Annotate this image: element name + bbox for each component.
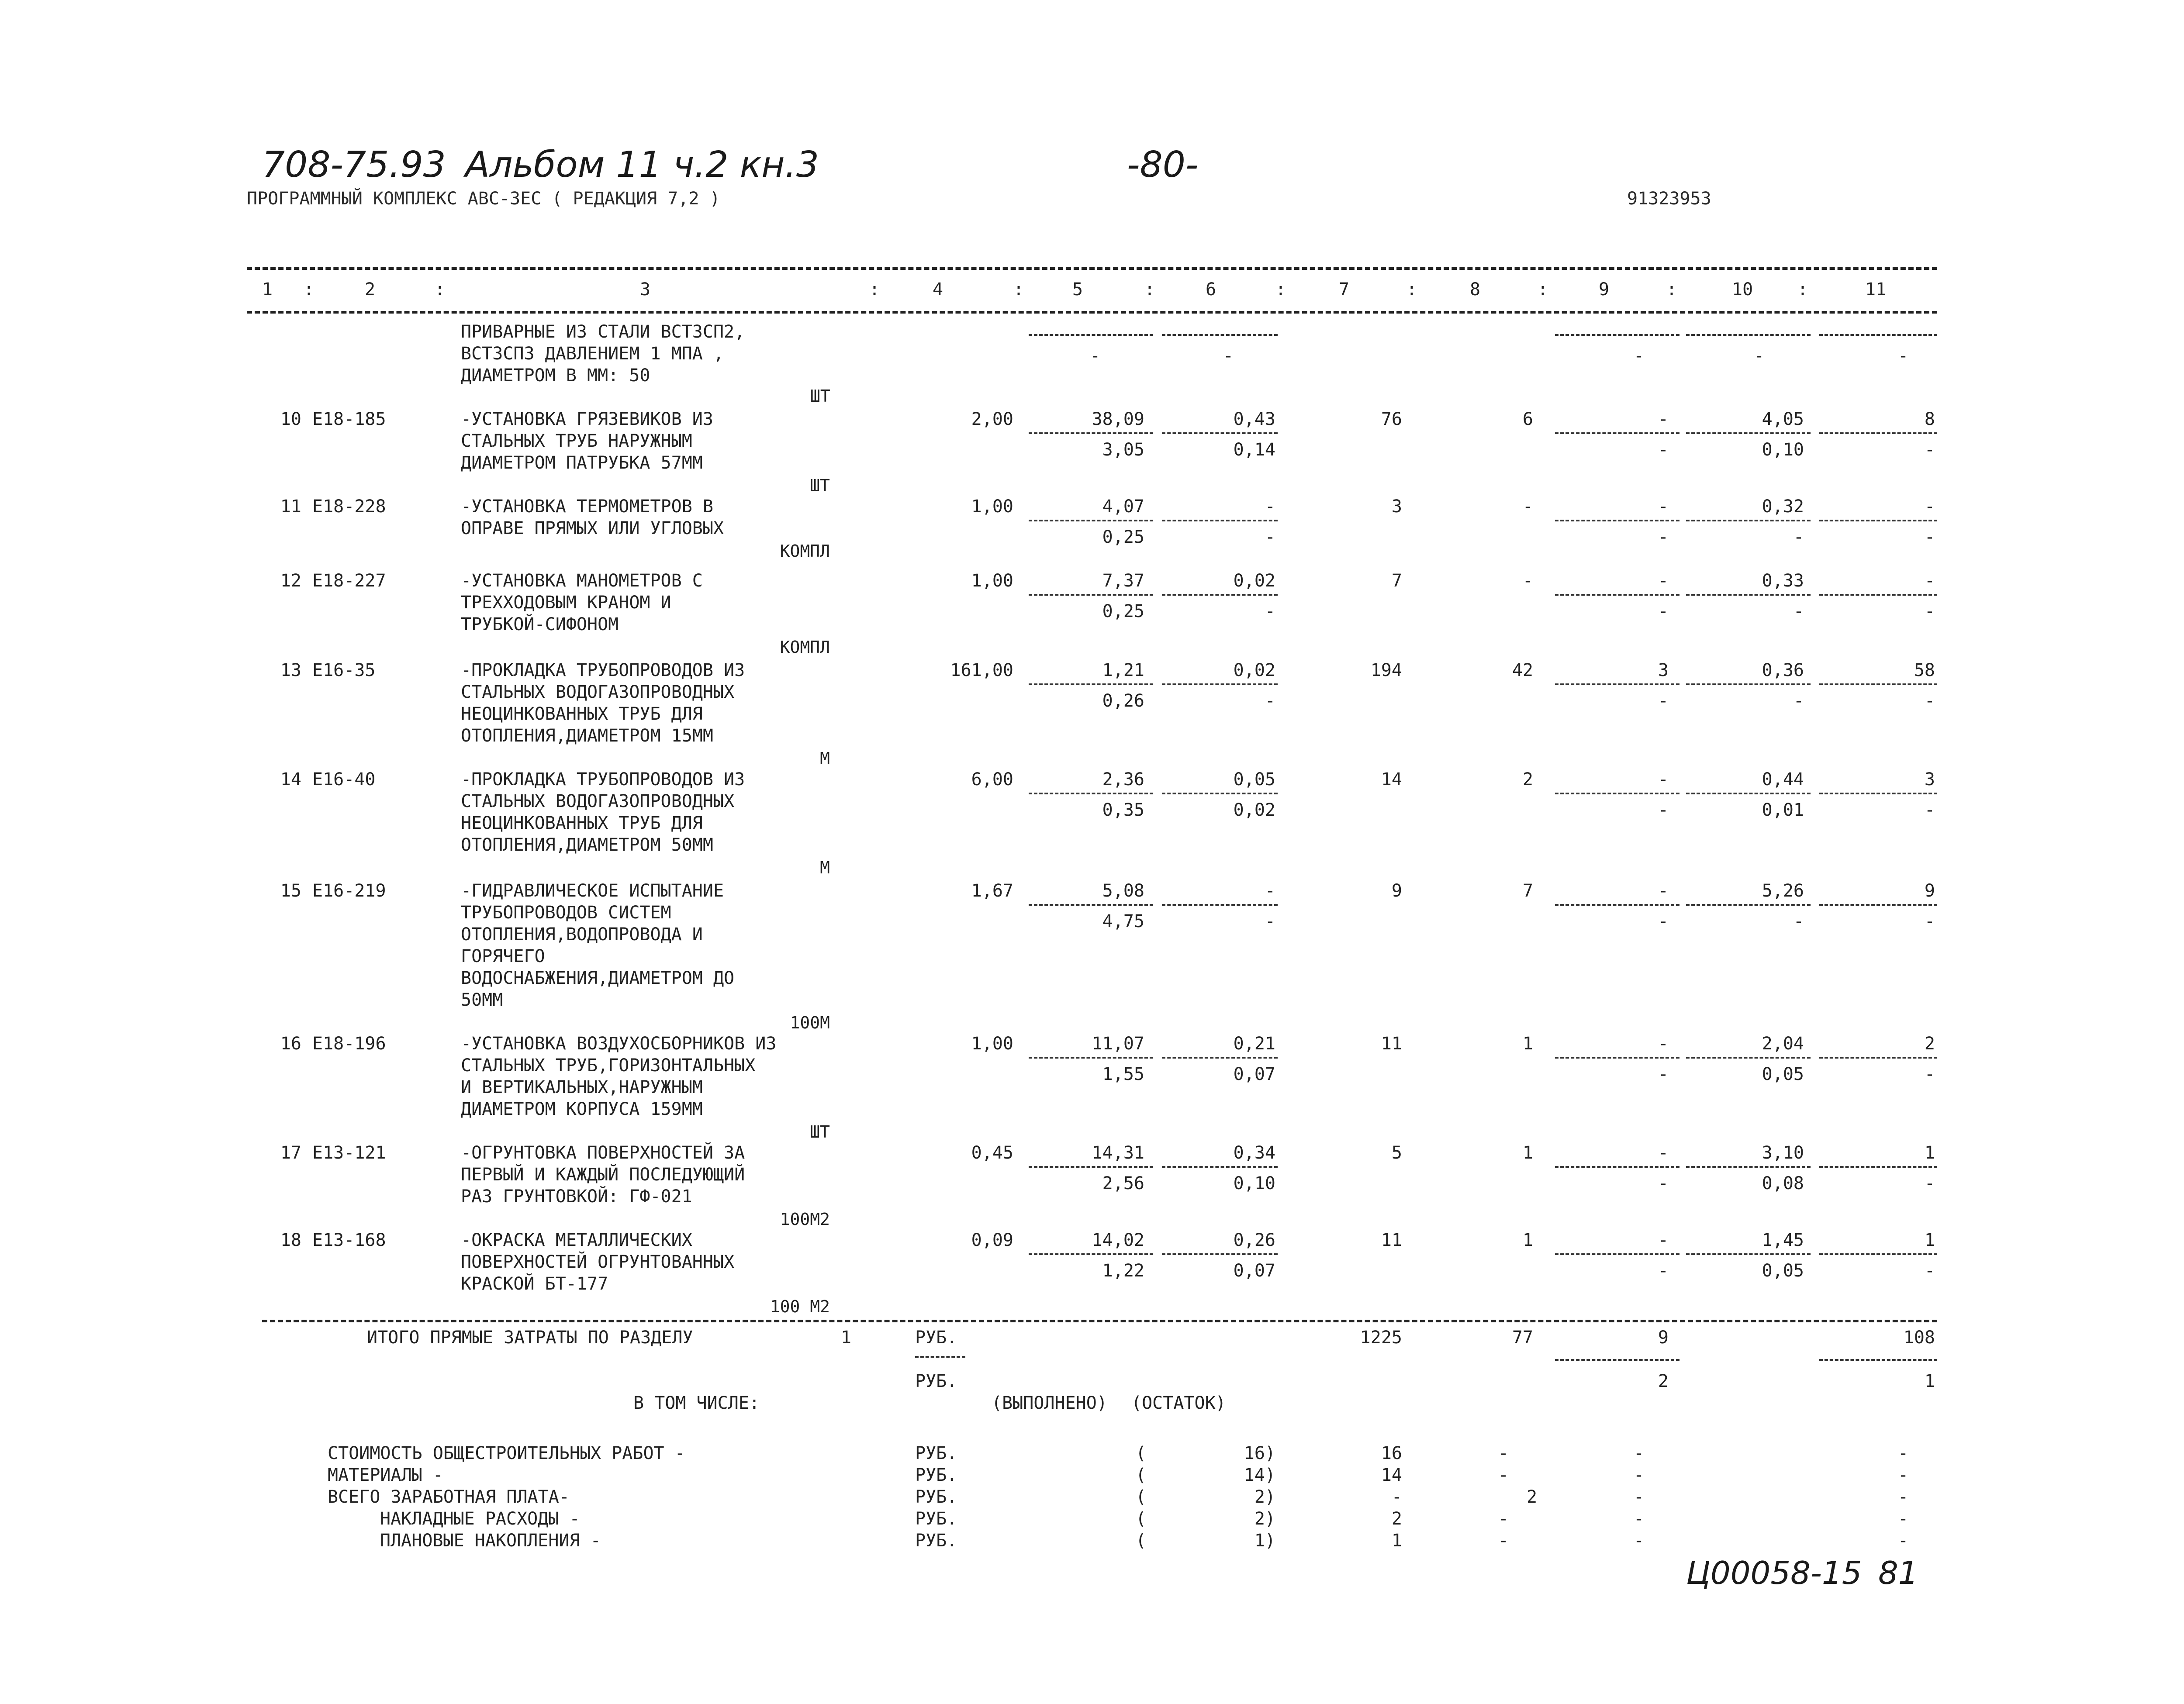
column-header-10: 10 [1732, 279, 1753, 300]
machine-cost: 0,26 [1233, 1230, 1275, 1250]
total-cost: 11 [1381, 1230, 1402, 1250]
col10: 2,04 [1762, 1034, 1804, 1054]
totals-col9: 9 [1658, 1328, 1669, 1348]
measure-unit: 100М2 [780, 1210, 830, 1229]
breakdown-currency: РУБ. [915, 1509, 957, 1529]
breakdown-col8: - [1498, 1465, 1509, 1485]
col10-labor: 0,05 [1762, 1064, 1804, 1084]
col10-labor: 0,05 [1762, 1261, 1804, 1281]
column-header-6: 6 [1206, 279, 1216, 300]
col9-labor: - [1658, 1173, 1669, 1193]
col11-labor: - [1924, 601, 1935, 621]
machine-cost-labor: 0,14 [1233, 440, 1275, 460]
unit-cost-labor: 0,25 [1102, 601, 1144, 621]
col11: 1 [1924, 1143, 1935, 1163]
col11: - [1924, 497, 1935, 517]
quantity: 1,00 [971, 571, 1013, 591]
quantity: 0,09 [971, 1230, 1013, 1250]
totals-top-rule [262, 1320, 1937, 1322]
col11: 3 [1924, 769, 1935, 790]
breakdown-col8: - [1498, 1443, 1509, 1463]
quantity: 0,45 [971, 1143, 1013, 1163]
breakdown-col11: - [1898, 1465, 1909, 1485]
totals-col9-b: 2 [1658, 1371, 1669, 1391]
col9: - [1658, 571, 1669, 591]
col9: 3 [1658, 660, 1669, 680]
breakdown-currency: РУБ. [915, 1487, 957, 1507]
col10: 3,10 [1762, 1143, 1804, 1163]
col10: 0,44 [1762, 769, 1804, 790]
album-title: Альбом 11 ч.2 кн.3 [465, 144, 819, 186]
total-cost: 76 [1381, 409, 1402, 429]
header-top-rule [247, 267, 1937, 270]
row-number: 15 [280, 881, 301, 901]
unit-cost: 2,36 [1102, 769, 1144, 790]
breakdown-label: СТОИМОСТЬ ОБЩЕСТРОИТЕЛЬНЫХ РАБОТ - [328, 1443, 685, 1463]
total-machine: 1 [1522, 1034, 1533, 1054]
row-number: 16 [280, 1034, 301, 1054]
col9-labor: - [1658, 1064, 1669, 1084]
total-machine: 42 [1512, 660, 1533, 680]
column-header-2: 2 [365, 279, 376, 300]
totals-col7: 1225 [1360, 1328, 1402, 1348]
col11-labor: - [1924, 911, 1935, 931]
row-number: 11 [280, 497, 301, 517]
unit-cost: 1,21 [1102, 660, 1144, 680]
total-machine: 1 [1522, 1230, 1533, 1250]
col10-labor: - [1793, 527, 1804, 547]
col9-labor: - [1658, 440, 1669, 460]
breakdown-col7: 2 [1391, 1509, 1402, 1529]
breakdown-col9: - [1634, 1487, 1645, 1507]
row-number: 12 [280, 571, 301, 591]
col10: 1,45 [1762, 1230, 1804, 1250]
col10: 5,26 [1762, 881, 1804, 901]
row-number: 18 [280, 1230, 301, 1250]
measure-unit: ШТ [810, 1122, 830, 1142]
col9: - [1658, 881, 1669, 901]
measure-unit: М [820, 749, 830, 768]
breakdown-label: МАТЕРИАЛЫ - [328, 1465, 443, 1485]
done-label: (ВЫПОЛНЕНО) [992, 1393, 1107, 1413]
continuation-unit: ШТ [810, 386, 830, 406]
total-machine: 7 [1522, 881, 1533, 901]
machine-cost: 0,21 [1233, 1034, 1275, 1054]
column-header-7: 7 [1339, 279, 1350, 300]
total-machine: - [1522, 571, 1533, 591]
unit-cost: 14,02 [1092, 1230, 1144, 1250]
total-cost: 3 [1391, 497, 1402, 517]
breakdown-col8: - [1498, 1509, 1509, 1529]
rate-code: Е16-219 [312, 881, 386, 901]
machine-cost-labor: 0,07 [1233, 1064, 1275, 1084]
unit-cost-labor: 2,56 [1102, 1173, 1144, 1193]
unit-cost-labor: 1,55 [1102, 1064, 1144, 1084]
col10: 0,36 [1762, 660, 1804, 680]
machine-cost: 0,02 [1233, 660, 1275, 680]
col9: - [1658, 769, 1669, 790]
col11: 2 [1924, 1034, 1935, 1054]
machine-cost: 0,02 [1233, 571, 1275, 591]
measure-unit: 100 М2 [770, 1297, 830, 1316]
col10-labor: 0,10 [1762, 440, 1804, 460]
breakdown-col11: - [1898, 1509, 1909, 1529]
work-description: -УСТАНОВКА ТЕРМОМЕТРОВ В ОПРАВЕ ПРЯМЫХ ИЛИ УГЛОВЫХ [461, 497, 724, 538]
unit-cost-labor: 1,22 [1102, 1261, 1144, 1281]
work-description: -ПРОКЛАДКА ТРУБОПРОВОДОВ ИЗ СТАЛЬНЫХ ВОДОГАЗОПРОВОДНЫХ НЕОЦИНКОВАННЫХ ТРУБ ДЛЯ ОТОПЛЕНИЯ,ДИАМЕТРОМ 15ММ [461, 660, 745, 746]
column-header-11: 11 [1865, 279, 1887, 300]
quantity: 2,00 [971, 409, 1013, 429]
col10: 0,32 [1762, 497, 1804, 517]
unit-cost: 11,07 [1092, 1034, 1144, 1054]
col9-labor: - [1658, 911, 1669, 931]
breakdown-open: ( [1136, 1443, 1147, 1463]
work-description: -ОГРУНТОВКА ПОВЕРХНОСТЕЙ ЗА ПЕРВЫЙ И КАЖДЫЙ ПОСЛЕДУЮЩИЙ РАЗ ГРУНТОВКОЙ: ГФ-021 [461, 1143, 745, 1207]
column-header-5: 5 [1072, 279, 1083, 300]
machine-cost: 0,43 [1233, 409, 1275, 429]
col10: 4,05 [1762, 409, 1804, 429]
col11-labor: - [1924, 1173, 1935, 1193]
col10-labor: 0,08 [1762, 1173, 1804, 1193]
work-description: -ОКРАСКА МЕТАЛЛИЧЕСКИХ ПОВЕРХНОСТЕЙ ОГРУНТОВАННЫХ КРАСКОЙ БТ-177 [461, 1230, 735, 1294]
breakdown-col11: - [1898, 1443, 1909, 1463]
machine-cost-labor: 0,07 [1233, 1261, 1275, 1281]
unit-cost: 38,09 [1092, 409, 1144, 429]
breakdown-col8: - [1498, 1531, 1509, 1551]
col9-labor: - [1658, 691, 1669, 711]
rate-code: Е18-228 [312, 497, 386, 517]
breakdown-value: 14) [1244, 1465, 1275, 1485]
quantity: 1,00 [971, 1034, 1013, 1054]
breakdown-value: 16) [1244, 1443, 1275, 1463]
breakdown-open: ( [1136, 1531, 1147, 1551]
col10-labor: - [1793, 691, 1804, 711]
breakdown-col9: - [1634, 1443, 1645, 1463]
breakdown-col9: - [1634, 1531, 1645, 1551]
machine-cost: - [1265, 497, 1275, 517]
quantity: 161,00 [950, 660, 1013, 680]
total-machine: - [1522, 497, 1533, 517]
doc-code: 708-75.93 [262, 144, 446, 186]
unit-cost: 4,07 [1102, 497, 1144, 517]
total-machine: 1 [1522, 1143, 1533, 1163]
column-header-9: 9 [1599, 279, 1610, 300]
rate-code: Е16-35 [312, 660, 376, 680]
rate-code: Е13-168 [312, 1230, 386, 1250]
column-header-8: 8 [1470, 279, 1481, 300]
breakdown-open: ( [1136, 1465, 1147, 1485]
col9-labor: - [1658, 601, 1669, 621]
work-description: -УСТАНОВКА МАНОМЕТРОВ С ТРЕХХОДОВЫМ КРАНОМ И ТРУБКОЙ-СИФОНОМ [461, 571, 703, 635]
col10-labor: - [1793, 911, 1804, 931]
breakdown-label: ВСЕГО ЗАРАБОТНАЯ ПЛАТА- [328, 1487, 570, 1507]
total-cost: 9 [1391, 881, 1402, 901]
col11: - [1924, 571, 1935, 591]
col10-labor: - [1793, 601, 1804, 621]
totals-label: ИТОГО ПРЯМЫЕ ЗАТРАТЫ ПО РАЗДЕЛУ [367, 1328, 693, 1348]
breakdown-col11: - [1898, 1531, 1909, 1551]
col9-labor: - [1658, 800, 1669, 820]
machine-cost-labor: 0,10 [1233, 1173, 1275, 1193]
totals-currency-2: РУБ. [915, 1371, 957, 1391]
breakdown-value: 1) [1254, 1531, 1275, 1551]
breakdown-value: 2) [1254, 1487, 1275, 1507]
continuation-description: ПРИВАРНЫЕ ИЗ СТАЛИ ВСТ3СП2, ВСТ3СП3 ДАВЛЕНИЕМ 1 МПА , ДИАМЕТРОМ В ММ: 50 [461, 322, 745, 386]
col9: - [1658, 1143, 1669, 1163]
total-cost: 7 [1391, 571, 1402, 591]
breakdown-col8: 2 [1527, 1487, 1538, 1507]
unit-cost-labor: 0,25 [1102, 527, 1144, 547]
work-description: -ПРОКЛАДКА ТРУБОПРОВОДОВ ИЗ СТАЛЬНЫХ ВОДОГАЗОПРОВОДНЫХ НЕОЦИНКОВАННЫХ ТРУБ ДЛЯ ОТОПЛЕНИЯ,ДИАМЕТРОМ 50ММ [461, 769, 745, 855]
machine-cost-labor: - [1265, 911, 1275, 931]
unit-cost: 7,37 [1102, 571, 1144, 591]
rate-code: Е13-121 [312, 1143, 386, 1163]
col11-labor: - [1924, 800, 1935, 820]
work-description: -УСТАНОВКА ВОЗДУХОСБОРНИКОВ ИЗ СТАЛЬНЫХ ТРУБ,ГОРИЗОНТАЛЬНЫХ И ВЕРТИКАЛЬНЫХ,НАРУЖНЫМ ДИАМЕТРОМ КОРПУСА 159ММ [461, 1034, 777, 1119]
including-label: В ТОМ ЧИСЛЕ: [633, 1393, 760, 1413]
software-title: ПРОГРАММНЫЙ КОМПЛЕКС АВС-3ЕС ( РЕДАКЦИЯ 7,2 ) [247, 189, 720, 209]
col11-labor: - [1924, 1064, 1935, 1084]
totals-col11-b: 1 [1924, 1371, 1935, 1391]
measure-unit: КОМПЛ [780, 638, 830, 657]
breakdown-col7: 14 [1381, 1465, 1402, 1485]
header-bottom-rule [247, 311, 1937, 314]
total-cost: 14 [1381, 769, 1402, 790]
machine-cost: - [1265, 881, 1275, 901]
rest-label: (ОСТАТОК) [1131, 1393, 1226, 1413]
total-machine: 6 [1522, 409, 1533, 429]
measure-unit: КОМПЛ [780, 542, 830, 561]
breakdown-col7: 1 [1391, 1531, 1402, 1551]
machine-cost: 0,05 [1233, 769, 1275, 790]
quantity: 1,67 [971, 881, 1013, 901]
breakdown-col9: - [1634, 1509, 1645, 1529]
quantity: 6,00 [971, 769, 1013, 790]
measure-unit: 100М [790, 1013, 830, 1032]
unit-cost-labor: 4,75 [1102, 911, 1144, 931]
rate-code: Е18-196 [312, 1034, 386, 1054]
col11-labor: - [1924, 691, 1935, 711]
machine-cost-labor: - [1265, 601, 1275, 621]
unit-cost-labor: 0,35 [1102, 800, 1144, 820]
column-header-4: 4 [933, 279, 943, 300]
unit-cost-labor: 0,26 [1102, 691, 1144, 711]
row-number: 14 [280, 769, 301, 790]
breakdown-currency: РУБ. [915, 1443, 957, 1463]
col9: - [1658, 409, 1669, 429]
col9-labor: - [1658, 1261, 1669, 1281]
row-number: 13 [280, 660, 301, 680]
col10-labor: 0,01 [1762, 800, 1804, 820]
breakdown-label: ПЛАНОВЫЕ НАКОПЛЕНИЯ - [380, 1531, 601, 1551]
measure-unit: ШТ [810, 476, 830, 495]
sheet-number: 81 [1878, 1555, 1918, 1591]
breakdown-col9: - [1634, 1465, 1645, 1485]
column-header-3: 3 [640, 279, 651, 300]
col11: 58 [1914, 660, 1935, 680]
col9: - [1658, 1230, 1669, 1250]
work-description: -УСТАНОВКА ГРЯЗЕВИКОВ ИЗ СТАЛЬНЫХ ТРУБ НАРУЖНЫМ ДИАМЕТРОМ ПАТРУБКА 57ММ [461, 409, 713, 473]
column-header-1: 1 [262, 279, 273, 300]
total-cost: 5 [1391, 1143, 1402, 1163]
totals-col8: 77 [1512, 1328, 1533, 1348]
rate-code: Е16-40 [312, 769, 376, 790]
machine-cost-labor: 0,02 [1233, 800, 1275, 820]
row-number: 10 [280, 409, 301, 429]
unit-cost: 14,31 [1092, 1143, 1144, 1163]
rate-code: Е18-227 [312, 571, 386, 591]
breakdown-col11: - [1898, 1487, 1909, 1507]
col9-labor: - [1658, 527, 1669, 547]
unit-cost-labor: 3,05 [1102, 440, 1144, 460]
col11: 9 [1924, 881, 1935, 901]
totals-currency: РУБ. [915, 1328, 957, 1348]
breakdown-value: 2) [1254, 1509, 1275, 1529]
breakdown-currency: РУБ. [915, 1465, 957, 1485]
col9: - [1658, 1034, 1669, 1054]
total-cost: 11 [1381, 1034, 1402, 1054]
machine-cost-labor: - [1265, 527, 1275, 547]
breakdown-label: НАКЛАДНЫЕ РАСХОДЫ - [380, 1509, 580, 1529]
totals-section: 1 [841, 1328, 852, 1348]
row-number: 17 [280, 1143, 301, 1163]
col11: 8 [1924, 409, 1935, 429]
work-description: -ГИДРАВЛИЧЕСКОЕ ИСПЫТАНИЕ ТРУБОПРОВОДОВ СИСТЕМ ОТОПЛЕНИЯ,ВОДОПРОВОДА И ГОРЯЧЕГО ВОДОСНАБЖЕНИЯ,ДИАМЕТРОМ ДО 50ММ [461, 881, 735, 1010]
totals-col11: 108 [1903, 1328, 1935, 1348]
col11: 1 [1924, 1230, 1935, 1250]
machine-cost-labor: - [1265, 691, 1275, 711]
quantity: 1,00 [971, 497, 1013, 517]
breakdown-open: ( [1136, 1509, 1147, 1529]
archive-stamp: Ц00058-15 [1686, 1555, 1862, 1591]
total-cost: 194 [1370, 660, 1402, 680]
measure-unit: М [820, 858, 830, 877]
machine-cost: 0,34 [1233, 1143, 1275, 1163]
col11-labor: - [1924, 440, 1935, 460]
page-number: -80- [1127, 144, 1199, 186]
breakdown-open: ( [1136, 1487, 1147, 1507]
col11-labor: - [1924, 527, 1935, 547]
col10: 0,33 [1762, 571, 1804, 591]
doc-id: 91323953 [1627, 189, 1711, 209]
rate-code: Е18-185 [312, 409, 386, 429]
col9: - [1658, 497, 1669, 517]
breakdown-col7: 16 [1381, 1443, 1402, 1463]
unit-cost: 5,08 [1102, 881, 1144, 901]
breakdown-currency: РУБ. [915, 1531, 957, 1551]
total-machine: 2 [1522, 769, 1533, 790]
col11-labor: - [1924, 1261, 1935, 1281]
breakdown-col7: - [1391, 1487, 1402, 1507]
